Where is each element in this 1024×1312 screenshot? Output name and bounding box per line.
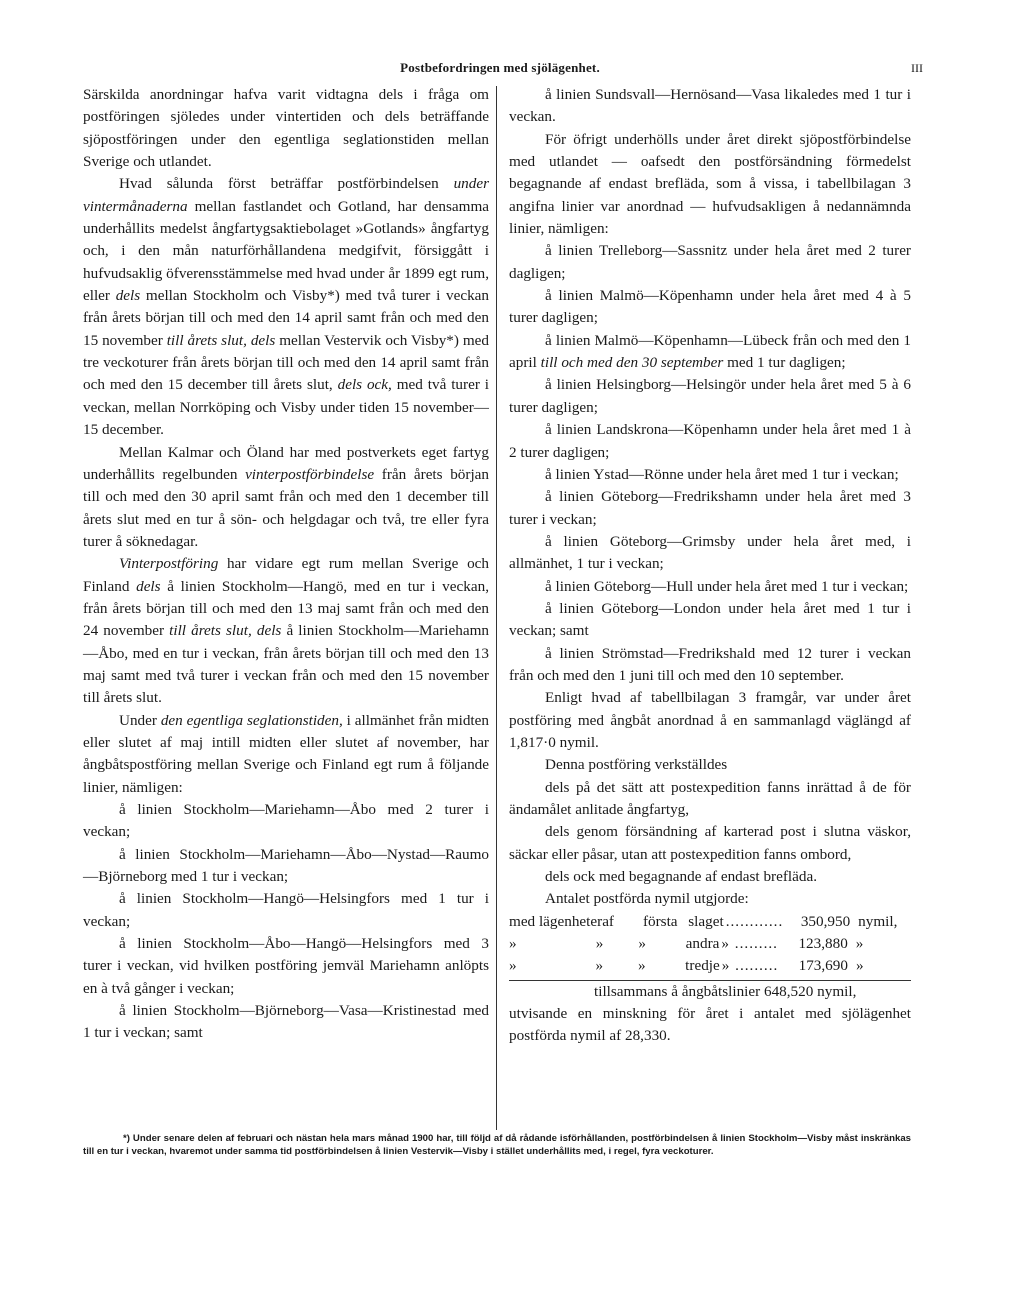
list-item: å linien Stockholm—Mariehamn—Åbo—Nystad—Raumo—Björneborg med 1 tur i veckan;: [83, 845, 489, 886]
column-divider: [496, 86, 497, 1130]
stats-row: med lägenheter af första slaget ............ 350,950 nymil,: [509, 912, 898, 930]
paragraph: Under den egentliga seglationstiden, i allmänhet från midten eller slutet af maj intill midten eller slutet af november, har ångbåtspostföring mellan Sverige och Finland egt rum å följande linier, nämligen:: [83, 711, 489, 796]
paragraph: dels ock med begagnande af endast brefläda.: [545, 868, 817, 886]
paragraph: Mellan Kalmar och Öland har med postverkets eget fartyg underhållits regelbunden vinterpostförbindelse från årets början till och med den 30 april samt från och med den 1 december till årets slut med en tur å sön- och helgdagar och två, tre eller fyra turer å söknedagar.: [83, 443, 490, 550]
footnote-text: *) Under senare delen af februari och nästan hela mars månad 1900 har, till följd af då rådande isförhållanden, postförbindelsen å linien Stockholm—Visby måst inskränkas till en tur i veckan, hvaremot under samma tid postförbindelsen å linien Vestervik—Visby i stället underhållits med, i regel, fyra veckoturer.: [83, 1133, 911, 1157]
paragraph: Antalet postförda nymil utgjorde:: [545, 890, 749, 908]
stats-row: » » » tredje » ......... 173,690 »: [509, 957, 864, 975]
footnote: [83, 1133, 911, 1158]
paragraph: Vinterpostföring har vidare egt rum mellan Sverige och Finland dels å linien Stockholm—Hangö, med en tur i veckan, från årets början till och med den 13 maj samt från och med den 24 november till årets slut, dels å linien Stockholm—Mariehamn—Åbo, med en tur i veckan, från årets början till och med den 13 maj samt med två turer i veckan från och med den 15 november till årets slut.: [83, 555, 489, 707]
list-item: å linien Stockholm—Hangö—Helsingfors med 1 tur i veckan;: [83, 890, 489, 930]
paragraph: Särskilda anordningar hafva varit vidtagna dels i fråga om postföringen sjöledes under vintertiden och dels beträffande sjöpostföringen under den egentliga seglationstiden mellan Sverige och utlandet.: [83, 86, 489, 171]
paragraph: Hvad sålunda först beträffar postförbindelsen under vintermånaderna mellan fastlandet och Gotland, har densamma underhållits medelst ångfartygsaktiebolaget »Gotlands» ångfartyg och, i den mån naturförhållandena medgifvit, försiggått i hufvudsaklig öfverensstämmelse med hvad under år 1899 egt rum, eller dels mellan Stockholm och Visby*) med två turer i veckan från årets början till och med den 14 april samt från och med den 15 november till årets slut, dels mellan Vestervik och Visby*) med tre veckoturer från årets början till och med den 14 april samt från och med den 15 december till årets slut, dels ock, med två turer i veckan, mellan Norrköping och Visby under tiden 15 november—15 december.: [83, 175, 490, 439]
list-item: å linien Göteborg—Grimsby under hela året med, i allmänhet, 1 tur i veckan;: [509, 532, 911, 573]
list-item: å linien Malmö—Köpenhamn—Lübeck från och med den 1 april till och med den 30 september med 1 tur dagligen;: [509, 331, 911, 372]
paragraph: Enligt hvad af tabellbilagan 3 framgår, var under året postföring med ångbåt anordnad å en sammanlagd väglängd af 1,817·0 nymil.: [509, 689, 911, 751]
list-item: å linien Ystad—Rönne under hela året med 1 tur i veckan;: [545, 465, 899, 483]
paragraph: dels genom försändning af karterad post i slutna väskor, säckar eller påsar, utan att postexpedition fanns ombord,: [509, 823, 911, 863]
list-item: å linien Göteborg—London under hela året med 1 tur i veckan; samt: [509, 599, 911, 640]
list-item: å linien Helsingborg—Helsingör under hela året med 5 à 6 turer dagligen;: [509, 376, 911, 416]
stats-total: tillsammans å ångbåtslinier 648,520 nymil,: [509, 980, 911, 1003]
paragraph: Denna postföring verkställdes: [545, 756, 728, 774]
running-title: Postbefordringen med sjölägenhet.: [400, 60, 600, 75]
stats-row: » » » andra » ......... 123,880 »: [509, 935, 864, 953]
list-item: å linien Malmö—Köpenhamn under hela året med 4 à 5 turer dagligen;: [509, 287, 911, 327]
list-item: å linien Göteborg—Hull under hela året med 1 tur i veckan;: [545, 577, 909, 595]
paragraph: dels på det sätt att postexpedition fanns inrättad å de för ändamålet anlitade ångfartyg,: [509, 778, 911, 818]
list-item: å linien Göteborg—Fredrikshamn under hela året med 3 turer i veckan;: [509, 488, 911, 528]
page-number: III: [911, 61, 923, 75]
list-item: å linien Stockholm—Björneborg—Vasa—Kristinestad med 1 tur i veckan; samt: [83, 1002, 489, 1042]
list-item: å linien Trelleborg—Sassnitz under hela året med 2 turer dagligen;: [509, 242, 911, 282]
left-column: [83, 84, 489, 1045]
paragraph: För öfrigt underhölls under året direkt sjöpostförbindelse med utlandet — oafsedt den postförsändning förmedelst begagnande af endast brefläda, som å vissa, i tabellbilagan 3 angifna linier var anordnad — hufvudsakligen å nedannämnda linier, nämligen:: [509, 130, 911, 238]
list-item: å linien Stockholm—Mariehamn—Åbo med 2 turer i veckan;: [83, 801, 489, 841]
paragraph: utvisande en minskning för året i antalet med sjölägenhet postförda nymil af 28,330.: [509, 1005, 911, 1045]
list-item: å linien Stockholm—Åbo—Hangö—Helsingfors med 3 turer i veckan, vid hvilken postföring jemväl Mariehamn anlöpts en à två gånger i veckan;: [83, 935, 489, 997]
list-item: å linien Strömstad—Fredrikshald med 12 turer i veckan från och med den 1 juni till och med den 10 september.: [509, 644, 911, 684]
list-item: å linien Sundsvall—Hernösand—Vasa likaledes med 1 tur i veckan.: [509, 86, 911, 126]
list-item: å linien Landskrona—Köpenhamn under hela året med 1 à 2 turer dagligen;: [509, 421, 911, 461]
stats-table: [509, 911, 911, 1003]
right-column: [509, 84, 911, 1048]
